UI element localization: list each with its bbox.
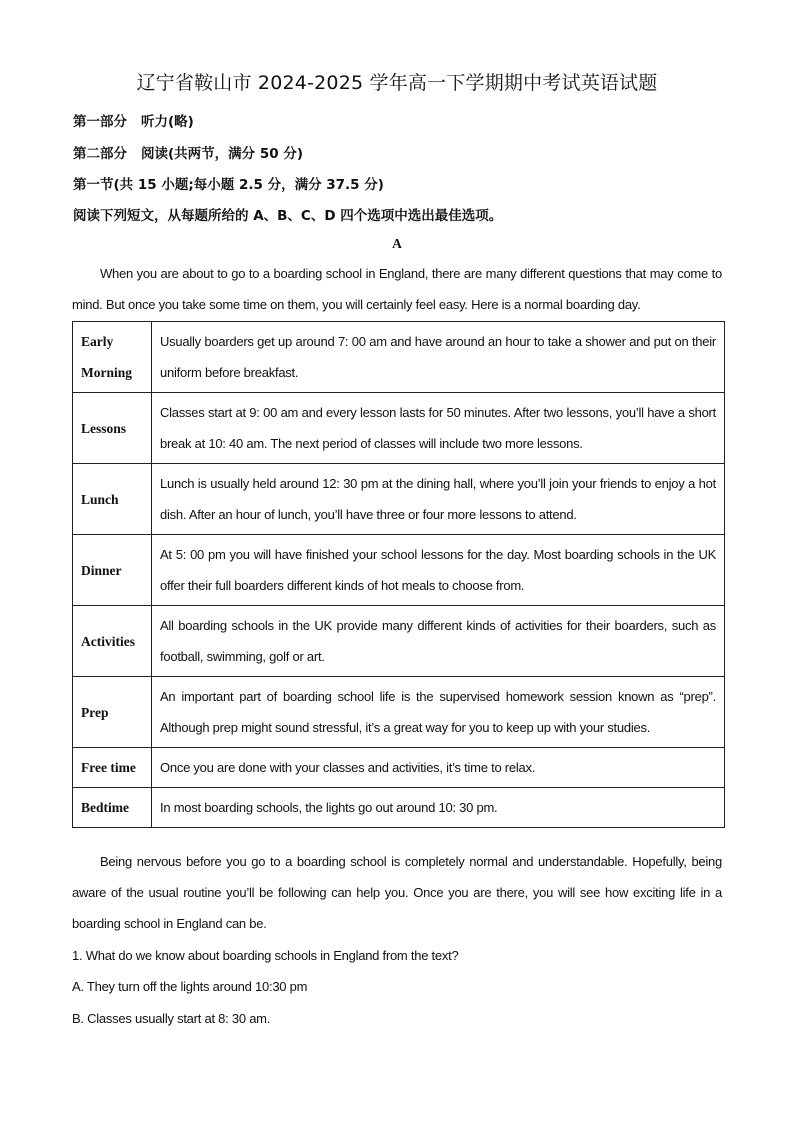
part-two-label: 第二部分 [73,146,127,162]
table-row [73,788,725,828]
question-1-stem: 1. What do we know about boarding schools in England from the text? [72,948,459,963]
row-description: At 5: 00 pm you will have finished your school lessons for the day. Most boarding schools in the UK offer their full boarders different kinds of hot meals to choose from. [152,535,725,606]
question-1-option-b: B. Classes usually start at 8: 30 am. [72,1011,271,1026]
table-row [73,677,725,748]
row-heading: Lessons [73,393,152,464]
row-heading: Early Morning [73,322,152,393]
row-description: Usually boarders get up around 7: 00 am and have around an hour to take a shower and put on their uniform before breakfast. [152,322,725,393]
intro-paragraph: When you are about to go to a boarding school in England, there are many different questions that may come to mind. But once you take some time on them, you will certainly feel easy. Here is a normal boarding day. [72,266,722,312]
table-row [73,393,725,464]
section-one-line: 第一节(共 15 小题;每小题 2.5 分，满分 37.5 分) [73,177,384,193]
row-heading: Bedtime [73,788,152,828]
table-row [73,748,725,788]
table-row [73,322,725,393]
question-1-option-a: A. They turn off the lights around 10:30 pm [72,979,308,994]
table-row [73,606,725,677]
table-row [73,535,725,606]
exam-title: 辽宁省鞍山市 2024-2025 学年高一下学期期中考试英语试题 [136,72,658,94]
passage-letter: A [392,236,402,251]
part-one-line [73,110,194,130]
row-heading: Free time [73,748,152,788]
schedule-table [72,321,725,828]
row-heading: Lunch [73,464,152,535]
part-two-line [73,142,303,162]
part-one-content: 听力(略) [141,114,194,130]
instructions-line: 阅读下列短文，从每题所给的 A、B、C、D 四个选项中选出最佳选项。 [73,208,503,224]
part-one-label: 第一部分 [73,114,127,130]
row-heading: Prep [73,677,152,748]
row-description: All boarding schools in the UK provide many different kinds of activities for their boarders, such as football, swimming, golf or art. [152,606,725,677]
row-description: An important part of boarding school life is the supervised homework session known as “prep”. Although prep might sound stressful, it’s a great way for you to keep up with your studies. [152,677,725,748]
row-description: Lunch is usually held around 12: 30 pm at the dining hall, where you’ll join your friends to enjoy a hot dish. After an hour of lunch, you’ll have three or four more lessons to attend. [152,464,725,535]
table-row [73,464,725,535]
row-description: Classes start at 9: 00 am and every lesson lasts for 50 minutes. After two lessons, you’ll have a short break at 10: 40 am. The next period of classes will include two more lessons. [152,393,725,464]
row-description: Once you are done with your classes and activities, it’s time to relax. [152,748,725,788]
part-two-content: 阅读(共两节，满分 50 分) [141,146,304,162]
row-heading: Dinner [73,535,152,606]
closing-paragraph: Being nervous before you go to a boarding school is completely normal and understandable. Hopefully, being aware of the usual routine you’ll be following can help you. Once you are there, you will see how exciting life in a boarding school in England can be. [72,854,722,931]
row-description: In most boarding schools, the lights go out around 10: 30 pm. [152,788,725,828]
row-heading: Activities [73,606,152,677]
